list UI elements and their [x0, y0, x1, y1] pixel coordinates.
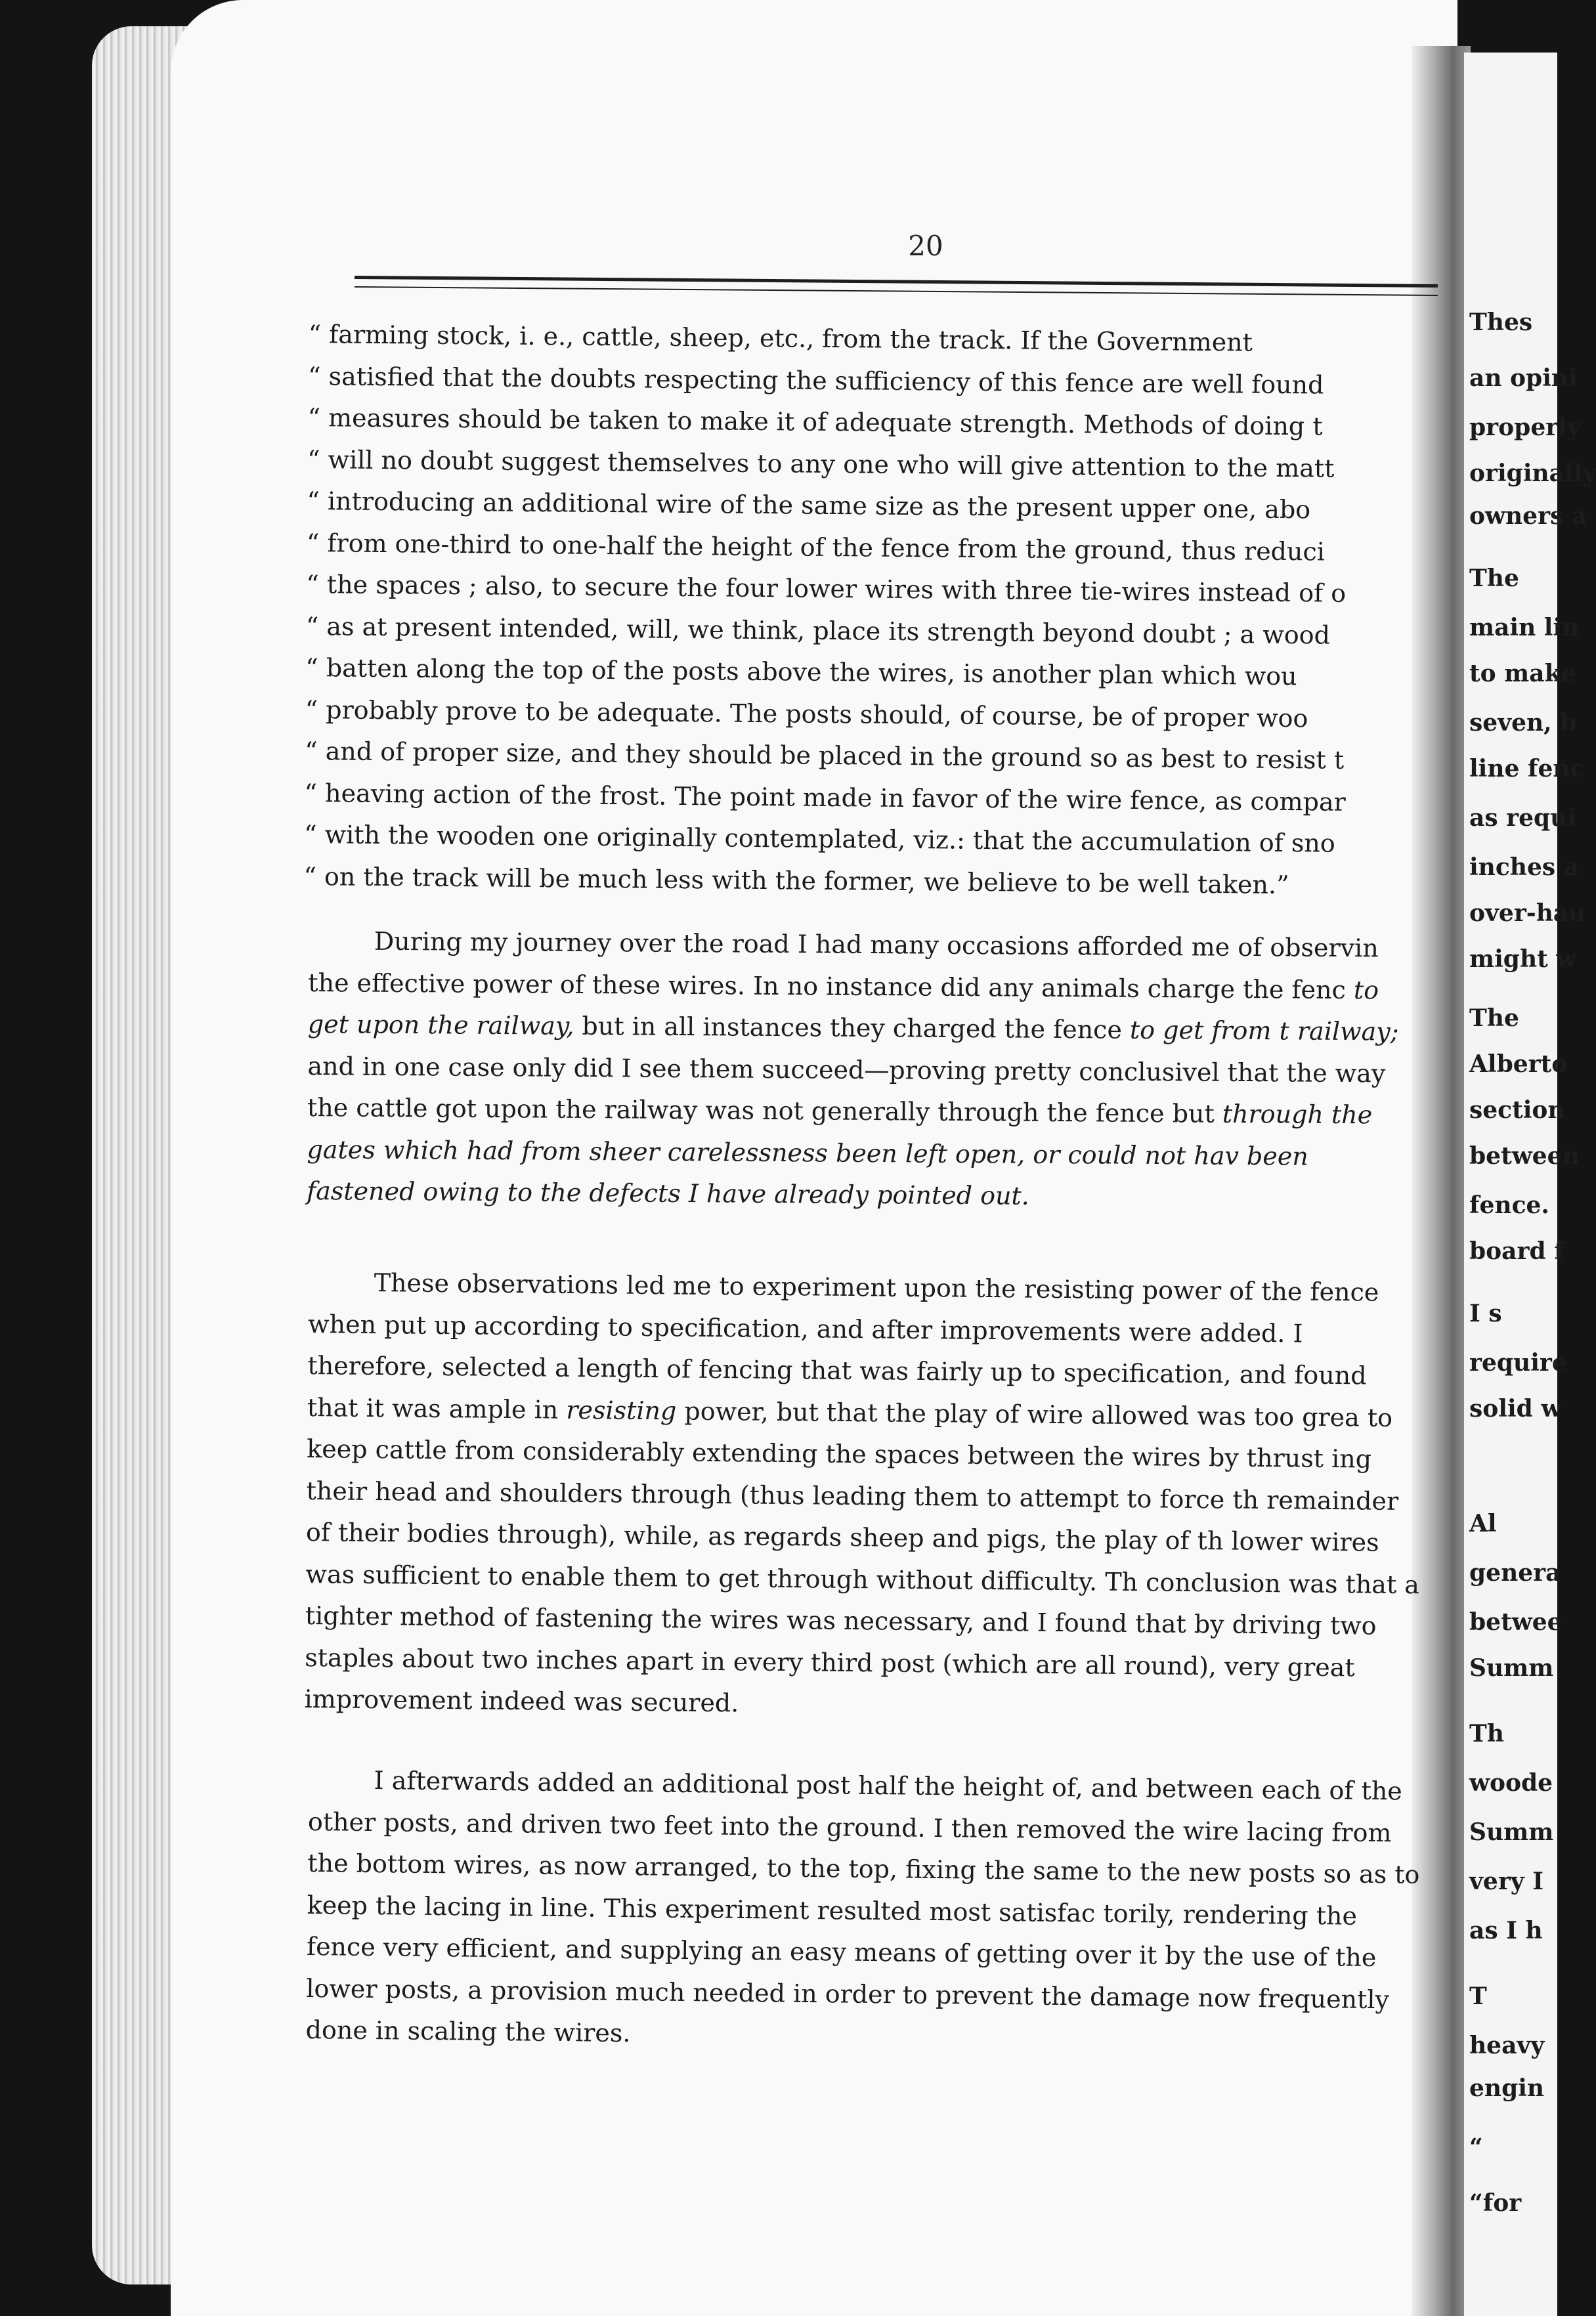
paragraph-text: but in all instances they charged the fence: [574, 1011, 1131, 1044]
right-page-line: board f: [1469, 1237, 1564, 1265]
right-page-line: Summ: [1469, 1654, 1554, 1682]
right-page-line: might w: [1469, 945, 1577, 973]
quote-line: “ measures should be taken to make it of adequate strength. Methods of doing t: [307, 402, 1323, 441]
right-page-line: Thes: [1469, 309, 1533, 336]
quote-line: “ the spaces ; also, to secure the four lower wires with three tie-wires instead of o: [306, 569, 1347, 608]
right-page-line: fence.: [1469, 1191, 1549, 1219]
right-page-line: “: [1469, 2134, 1483, 2161]
right-page-line: properly: [1469, 414, 1581, 441]
page-number: 20: [908, 230, 943, 262]
right-page-line: Al: [1469, 1510, 1497, 1537]
right-page-line: woode: [1469, 1769, 1553, 1797]
quote-line: “ probably prove to be adequate. The posts should, of course, be of proper woo: [305, 695, 1308, 733]
right-page-line: The: [1469, 1004, 1519, 1032]
quote-line: “ with the wooden one originally contemplated, viz.: that the accumulation of sno: [303, 819, 1335, 858]
italic-text: to get from t railway;: [1129, 1015, 1399, 1046]
right-page-line: over-hau: [1469, 899, 1586, 927]
quote-line: “ from one-third to one-half the height of the fence from the ground, thus reduci: [306, 528, 1326, 567]
paragraph-text: and in one case only did I see them succeed—proving pretty conclusivel that the way the cattle got upon the railway was not generally through the fence but: [307, 1051, 1386, 1128]
right-page-line: Summ: [1469, 1818, 1554, 1846]
quote-line: “ and of proper size, and they should be placed in the ground so as best to resist t: [304, 736, 1345, 775]
paragraph-text: During my journey over the road I had many occasions afforded me of observin the effective power of these wires. In no instance did any animals charge the fenc: [308, 926, 1379, 1004]
right-page-line: section: [1469, 1096, 1565, 1124]
right-page-line: an opini: [1469, 364, 1578, 392]
right-page-line: betwee: [1469, 1608, 1563, 1636]
right-page-line: owners a: [1469, 502, 1587, 530]
quote-line: “ will no doubt suggest themselves to any one who will give attention to the matt: [307, 444, 1335, 483]
right-page-line: to make: [1469, 660, 1576, 687]
italic-text: through the gates which had from sheer carelessness been left open, or could not hav been fastened owing to the defects I have already pointed out.: [306, 1099, 1373, 1211]
right-page-line: heavy: [1469, 2032, 1545, 2059]
right-page-line: originally: [1469, 460, 1596, 487]
right-page-line: “for: [1469, 2189, 1522, 2217]
right-page-line: Th: [1469, 1720, 1504, 1748]
paragraph-text: These observations led me to experiment upon the resisting power of the fence when put up according to specification, and after improvements were added. I therefore, selected a length of fencing that was fairly up to specification, and found that it was ample in: [307, 1268, 1379, 1425]
quote-line: “ heaving action of the frost. The point made in favor of the wire fence, as compar: [304, 778, 1346, 817]
right-page-line: very I: [1469, 1868, 1544, 1895]
quote-line: “ on the track will be much less with the former, we believe to be well taken.”: [303, 861, 1289, 899]
right-page-line: inches a: [1469, 853, 1579, 881]
right-page-line: engin: [1469, 2074, 1545, 2102]
right-page-line: T: [1469, 1983, 1487, 2010]
right-page-line: The: [1469, 565, 1519, 592]
right-page-line: seven, b: [1469, 709, 1577, 737]
quote-line: “ batten along the top of the posts above the wires, is another plan which wou: [305, 653, 1297, 691]
right-page-line: solid w: [1469, 1395, 1562, 1423]
right-page-line: I s: [1469, 1300, 1502, 1327]
right-page-line: Alberto: [1469, 1050, 1568, 1078]
right-page-line: genera: [1469, 1559, 1561, 1587]
paragraph-observations: [304, 1262, 1425, 1731]
quote-line: “ satisfied that the doubts respecting the sufficiency of this fence are well found: [307, 361, 1324, 399]
quoted-report: [303, 314, 1425, 907]
paragraph-text: power, but that the play of wire allowed was too grea to keep cattle from considerably extending the spaces between the wires by thrust ing their head and shoulders through (thus leading them to attempt to force th remainder of their bodies through), while, as regards sheep and pigs, the play of th lower wires was sufficient to enable them to get through without difficulty. Th conclusion was that a tighter method of fastening the wires was necessary, and I found that by driving two staples about two inches apart in every third post (which are all round), very great improvement indeed was secured.: [304, 1396, 1420, 1718]
right-page-line: between: [1469, 1142, 1580, 1170]
paragraph-text: I afterwards added an additional post half the height of, and between each of the other posts, and driven two feet into the ground. I then removed the wire lacing from the bottom wires, as now arranged, to the top, fixing the same to the new posts so as to keep the lacing in line. This experiment resulted most satisfac torily, rendering the fence very efficient, and supplying an easy means of getting over it by the use of the lower posts, a provision much needed in order to prevent the damage now frequently done in scaling the wires.: [305, 1766, 1420, 2048]
quote-line: “ as at present intended, will, we think, place its strength beyond doubt ; a wood: [305, 611, 1331, 650]
right-page-fragment: [1464, 53, 1596, 2316]
italic-text: resisting: [566, 1395, 677, 1425]
right-page-line: as requi: [1469, 804, 1577, 832]
paragraph-journey: [307, 920, 1425, 1220]
quote-line: “ farming stock, i. e., cattle, sheep, etc., from the track. If the Government: [308, 319, 1253, 357]
right-page-line: main lin: [1469, 614, 1580, 641]
italic-text: to get upon the railway,: [307, 975, 1379, 1040]
paragraph-experiment: [305, 1759, 1425, 2063]
quote-line: “ introducing an additional wire of the same size as the present upper one, abo: [307, 486, 1311, 525]
right-page-line: line fenc: [1469, 755, 1585, 783]
right-page-line: as I h: [1469, 1917, 1543, 1944]
right-page-line: require: [1469, 1349, 1567, 1377]
